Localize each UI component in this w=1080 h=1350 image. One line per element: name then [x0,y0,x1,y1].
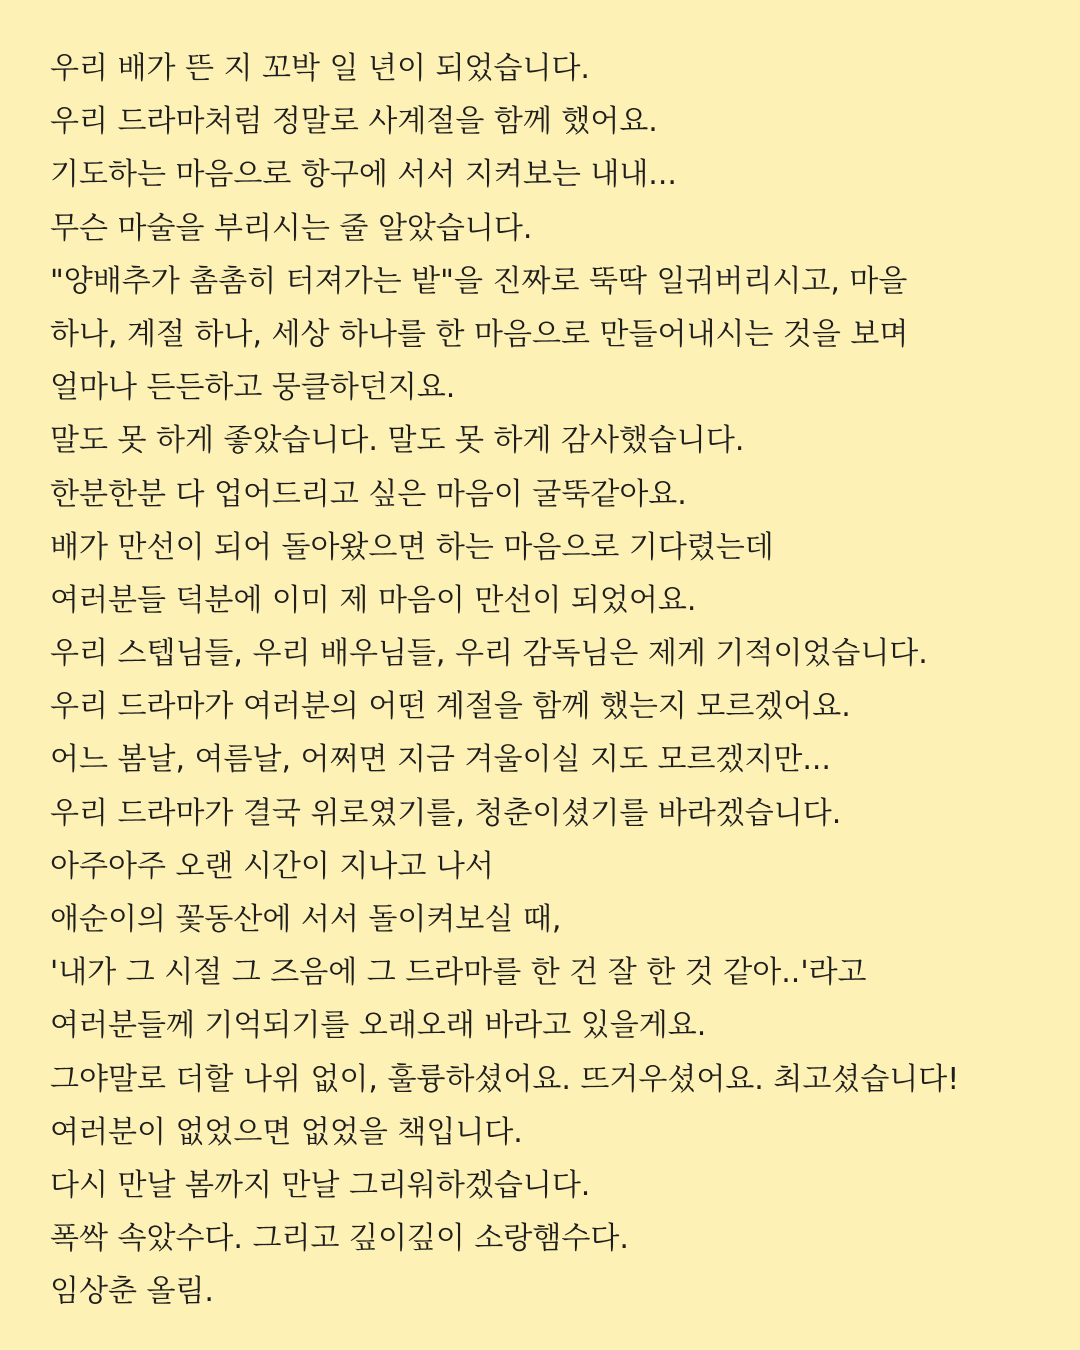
letter-line: 우리 스텝님들, 우리 배우님들, 우리 감독님은 제게 기적이었습니다. [50,636,928,672]
signature-line: 임상춘 올림. [50,1274,214,1310]
letter-line: "양배추가 촘촘히 터져가는 밭"을 진짜로 뚝딱 일궈버리시고, 마을 [50,263,908,299]
letter-line: '내가 그 시절 그 즈음에 그 드라마를 한 건 잘 한 것 같아..'라고 [50,955,867,991]
letter-line: 우리 드라마가 여러분의 어떤 계절을 함께 했는지 모르겠어요. [50,689,851,725]
letter-line: 무슨 마술을 부리시는 줄 알았습니다. [50,210,533,246]
letter-line: 얼마나 든든하고 뭉클하던지요. [50,370,456,406]
letter-line: 말도 못 하게 좋았습니다. 말도 못 하게 감사했습니다. [50,423,745,459]
letter-body [50,42,1060,1319]
letter-line: 여러분이 없었으면 없었을 책입니다. [50,1114,523,1150]
letter-line: 어느 봄날, 여름날, 어쩌면 지금 겨울이실 지도 모르겠지만... [50,742,831,778]
letter-line: 다시 만날 봄까지 만날 그리워하겠습니다. [50,1167,591,1203]
letter-line: 한분한분 다 업어드리고 싶은 마음이 굴뚝같아요. [50,476,687,512]
letter-line: 우리 배가 뜬 지 꼬박 일 년이 되었습니다. [50,51,590,86]
letter-line: 기도하는 마음으로 항구에 서서 지켜보는 내내... [50,157,677,193]
letter-line: 우리 드라마가 결국 위로였기를, 청춘이셨기를 바라겠습니다. [50,795,842,831]
letter-line: 아주아주 오랜 시간이 지나고 나서 [50,848,494,884]
letter-line: 애순이의 꽃동산에 서서 돌이켜보실 때, [50,902,562,937]
letter-line: 배가 만선이 되어 돌아왔으면 하는 마음으로 기다렸는데 [50,529,774,565]
letter-line: 여러분들께 기억되기를 오래오래 바라고 있을게요. [50,1008,707,1044]
letter-line: 여러분들 덕분에 이미 제 마음이 만선이 되었어요. [50,582,697,618]
letter-line: 폭싹 속았수다. 그리고 깊이깊이 소랑햄수다. [50,1221,629,1257]
letter-line: 우리 드라마처럼 정말로 사계절을 함께 했어요. [50,104,658,140]
letter-line: 하나, 계절 하나, 세상 하나를 한 마음으로 만들어내시는 것을 보며 [50,316,909,352]
letter-line: 그야말로 더할 나위 없이, 훌륭하셨어요. 뜨거우셨어요. 최고셨습니다! [50,1061,960,1097]
